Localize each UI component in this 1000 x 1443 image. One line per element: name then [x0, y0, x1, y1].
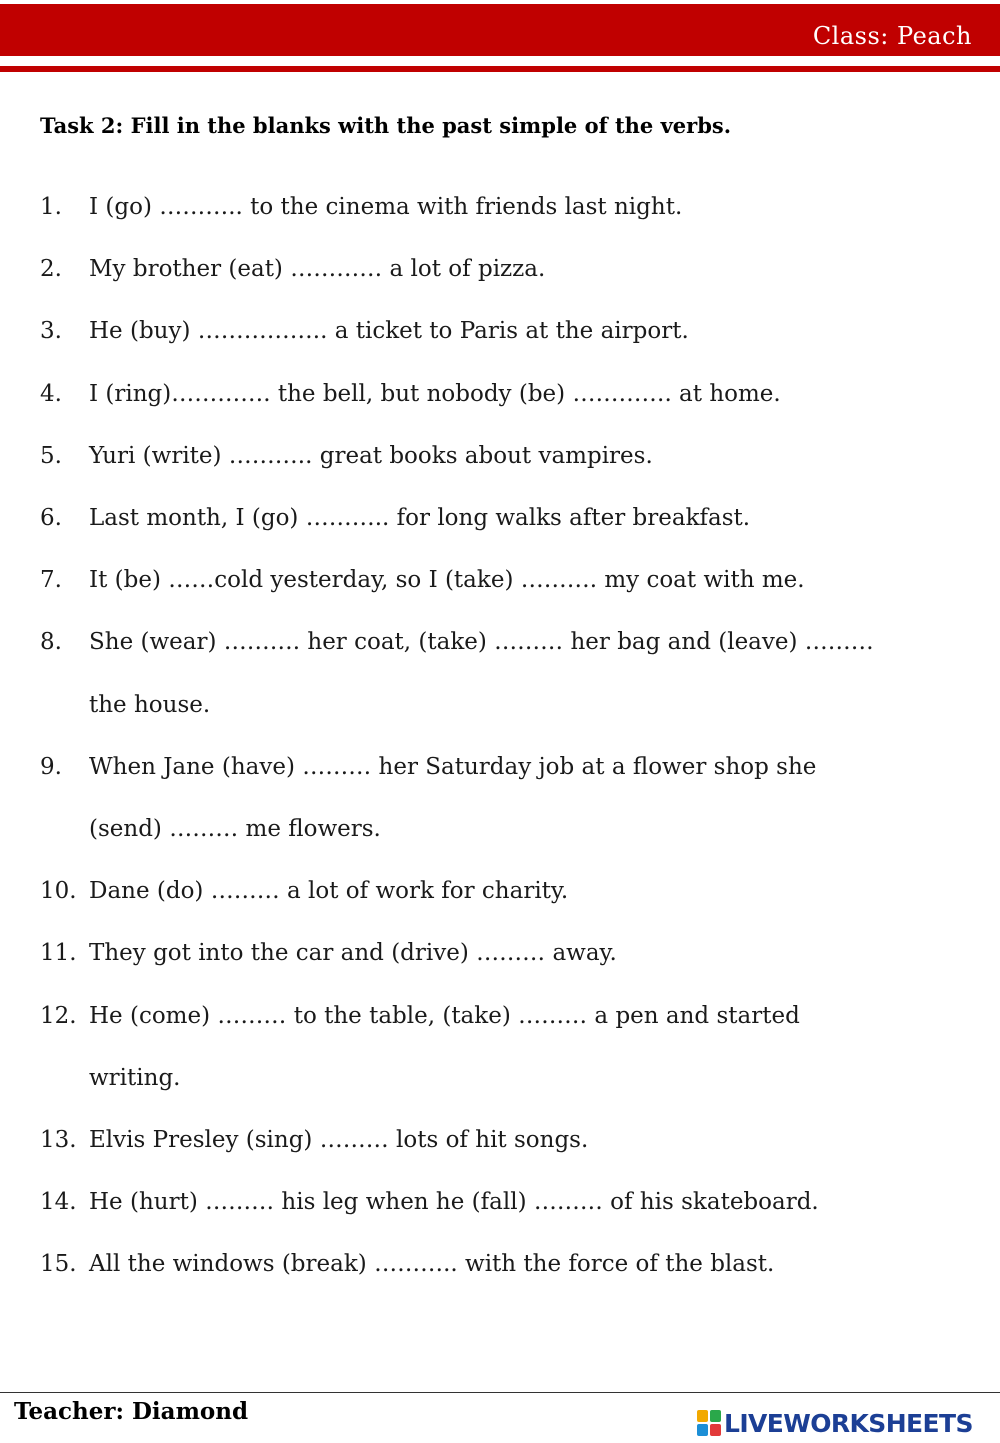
task-title: Task 2: Fill in the blanks with the past simple of the verbs.	[40, 113, 732, 138]
item-number: 10.	[40, 878, 77, 905]
item-text: Last month, I (go) ……….. for long walks after breakfast.	[89, 505, 751, 531]
item-number: 5.	[40, 442, 62, 469]
item-number: 13.	[40, 1127, 77, 1153]
item-number: 12.	[40, 1002, 77, 1029]
item-number: 2.	[40, 256, 62, 283]
exercise-item	[0, 1120, 1000, 1160]
item-number: 8.	[40, 629, 62, 656]
item-number: 4.	[40, 380, 62, 407]
logo-tile	[697, 1410, 708, 1422]
item-text: All the windows (break) ……….. with the force of the blast.	[89, 1251, 775, 1278]
item-number: 14.	[40, 1189, 77, 1216]
item-text: (send) ……… me flowers.	[89, 816, 381, 842]
exercise-item	[0, 1244, 1000, 1284]
class-label: Class: Peach	[812, 22, 972, 50]
exercise-item-continuation	[0, 1058, 1000, 1098]
liveworksheets-logo-icon	[697, 1410, 721, 1436]
item-text: Yuri (write) ……….. great books about vampires.	[89, 442, 653, 469]
logo-tile	[697, 1424, 708, 1436]
item-text: the house.	[89, 691, 211, 718]
teacher-label: Teacher: Diamond	[14, 1398, 249, 1425]
item-number: 6.	[40, 505, 62, 531]
item-number: 3.	[40, 318, 62, 345]
item-text: They got into the car and (drive) ……… away.	[89, 940, 617, 967]
item-text: He (come) ……… to the table, (take) ……… a pen and started	[89, 1002, 800, 1029]
brand-text: LIVEWORKSHEETS	[724, 1408, 973, 1438]
brand-logo	[697, 1408, 973, 1438]
item-number: 1.	[40, 194, 62, 220]
item-number: 7.	[40, 567, 62, 594]
exercise-item	[0, 871, 1000, 911]
exercise-item	[0, 933, 1000, 973]
footer-divider	[0, 1392, 1000, 1393]
exercise-item	[0, 498, 1000, 538]
item-text: Dane (do) ……… a lot of work for charity.	[89, 878, 569, 905]
logo-tile	[710, 1424, 721, 1436]
exercise-item	[0, 747, 1000, 787]
exercise-item	[0, 374, 1000, 414]
item-text: writing.	[89, 1064, 181, 1091]
item-text: My brother (eat) ………… a lot of pizza.	[89, 256, 546, 283]
item-text: She (wear) ………. her coat, (take) ……… her bag and (leave) ………	[89, 629, 874, 656]
exercise-item-continuation	[0, 685, 1000, 725]
item-text: When Jane (have) ……… her Saturday job at a flower shop she	[89, 753, 817, 780]
exercise-item	[0, 436, 1000, 476]
exercise-item	[0, 1182, 1000, 1222]
item-number: 15.	[40, 1251, 77, 1278]
item-text: He (hurt) ……… his leg when he (fall) ……… of his skateboard.	[89, 1189, 819, 1216]
item-text: I (go) ……….. to the cinema with friends last night.	[89, 194, 683, 220]
exercise-item	[0, 996, 1000, 1036]
exercise-item	[0, 560, 1000, 600]
item-number: 9.	[40, 753, 62, 780]
exercise-item	[0, 622, 1000, 662]
logo-tile	[710, 1410, 721, 1422]
item-text: I (ring)…………. the bell, but nobody (be) …………. at home.	[89, 380, 781, 407]
exercise-item	[0, 311, 1000, 351]
exercise-item-continuation	[0, 809, 1000, 849]
item-text: Elvis Presley (sing) ……… lots of hit songs.	[89, 1127, 589, 1153]
item-text: It (be) ……cold yesterday, so I (take) ………. my coat with me.	[89, 567, 805, 594]
exercise-item	[0, 187, 1000, 227]
exercise-item	[0, 249, 1000, 289]
item-number: 11.	[40, 940, 77, 967]
item-text: He (buy) …………….. a ticket to Paris at the airport.	[89, 318, 689, 345]
